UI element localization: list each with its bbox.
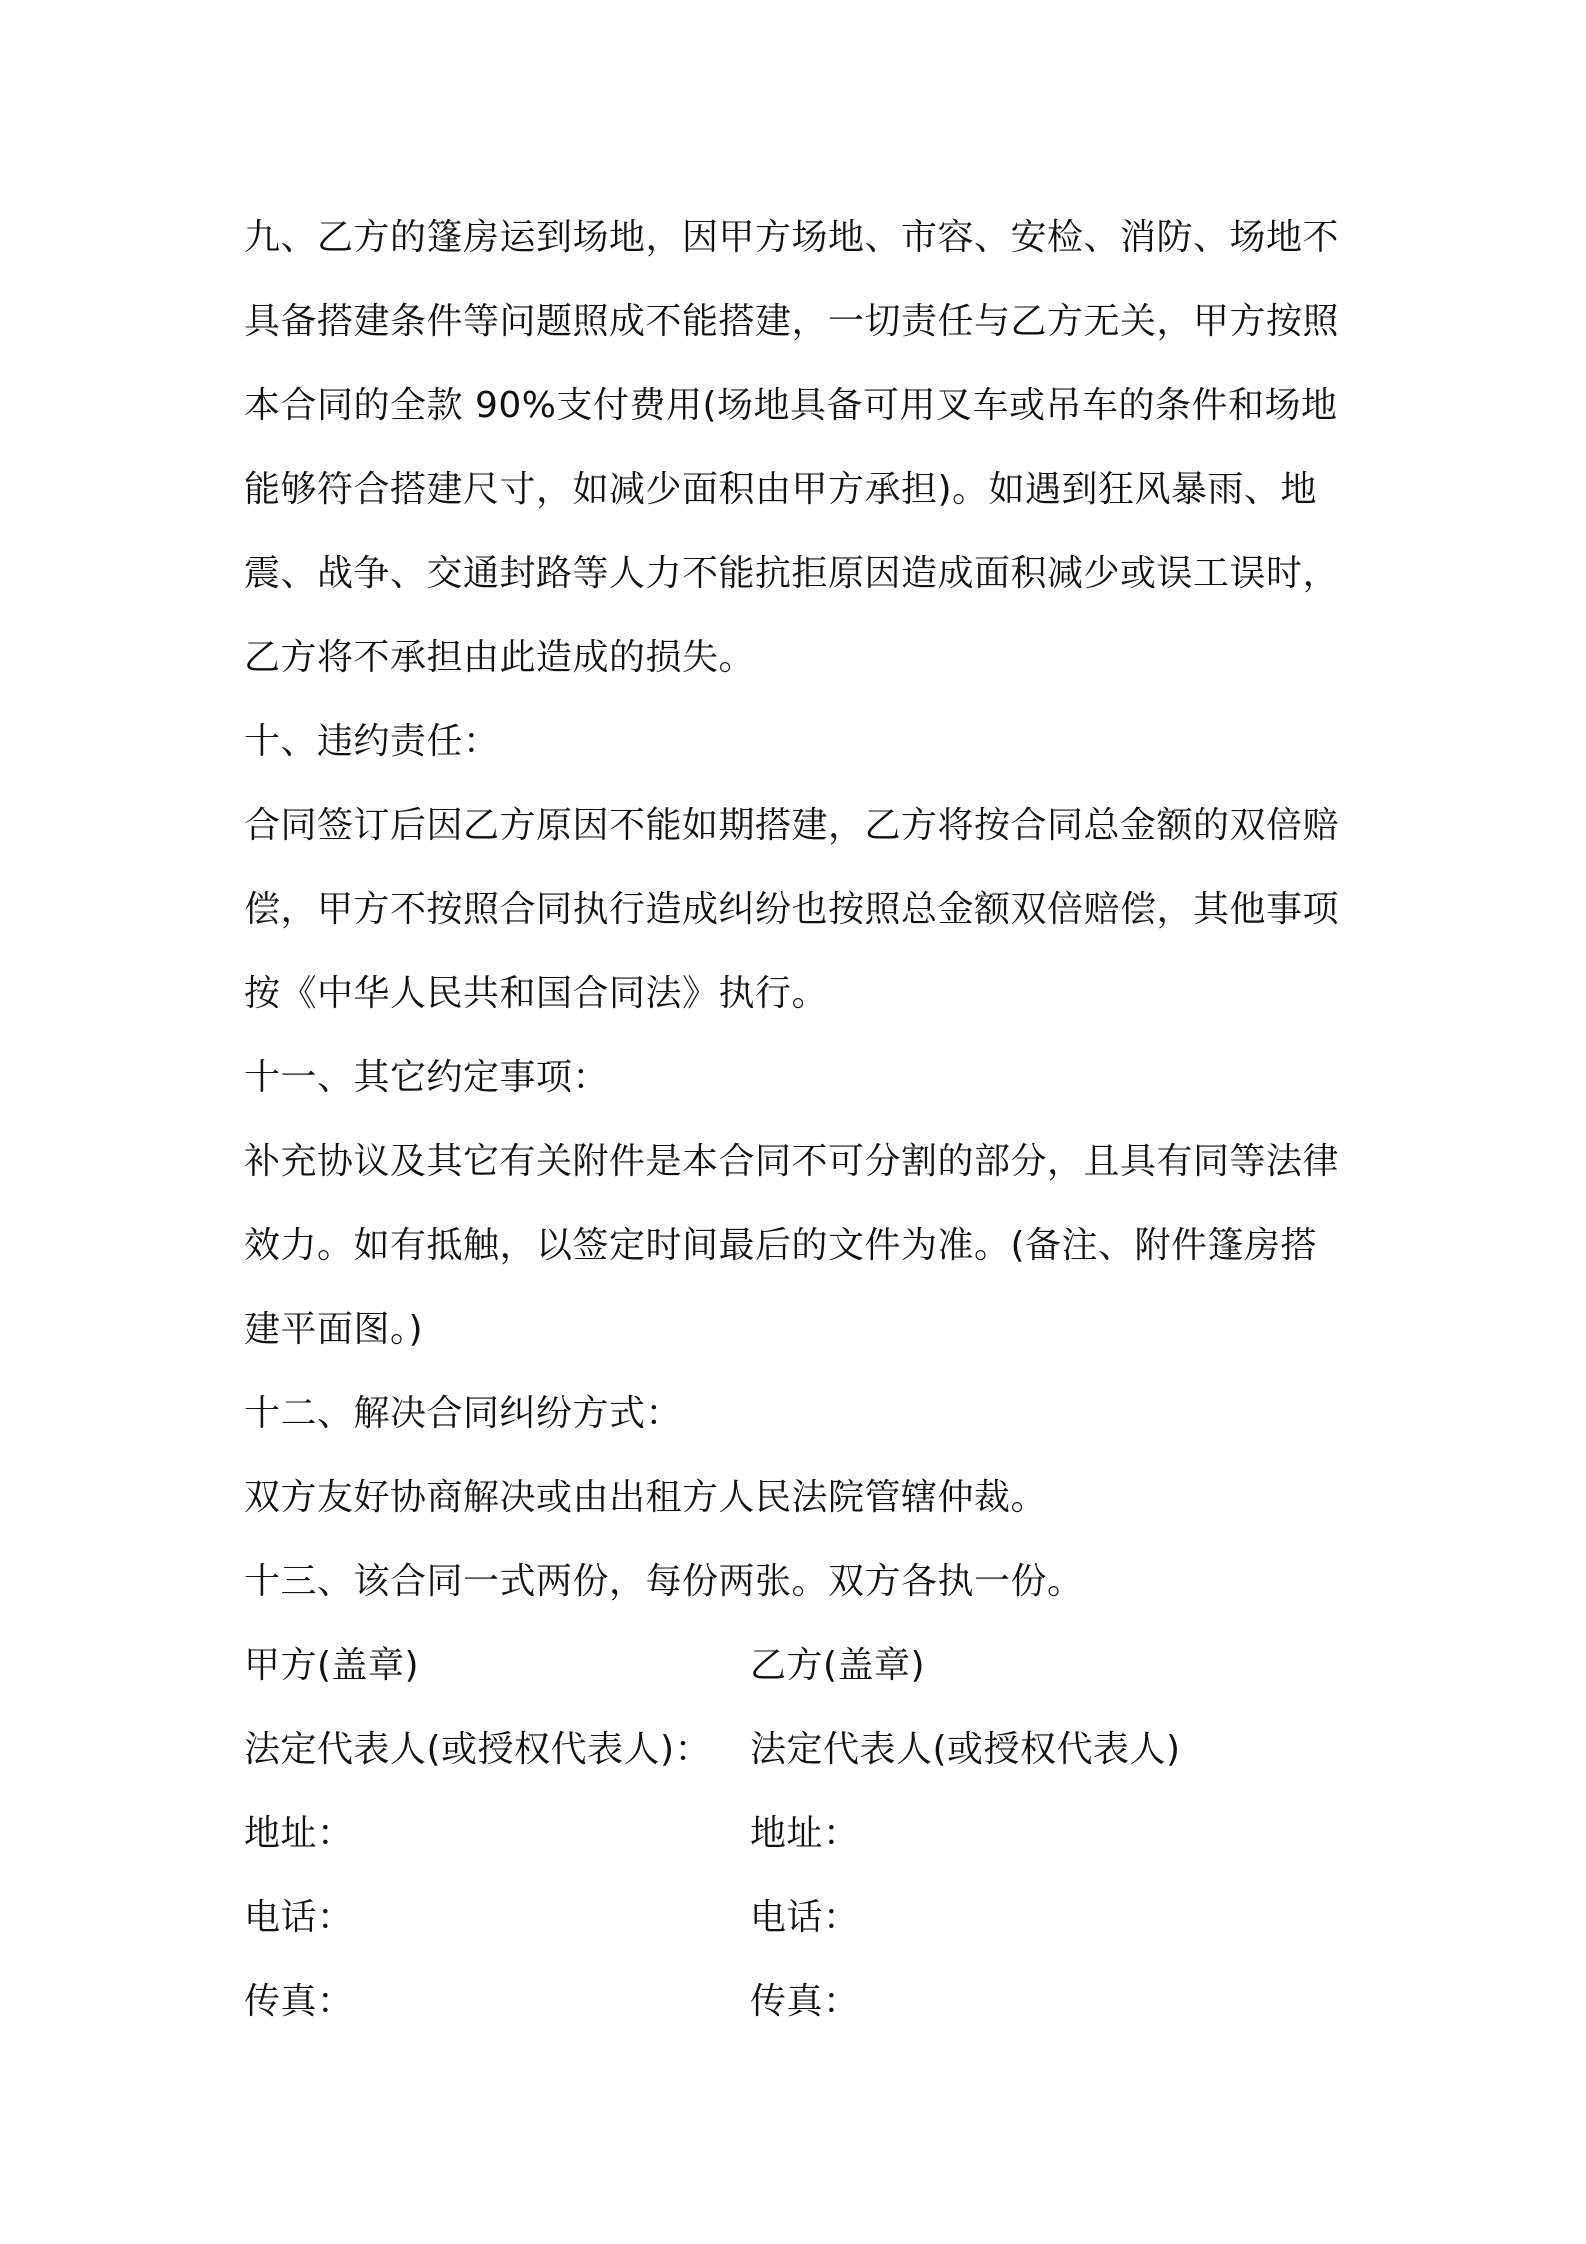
clause-12 bbox=[244, 1372, 1354, 1540]
party-a-address-label: 地址： bbox=[244, 1813, 354, 1854]
paragraph-line: 能够符合搭建尺寸，如减少面积由甲方承担)。如遇到狂风暴雨、地 bbox=[244, 469, 1318, 510]
signature-row-seal bbox=[244, 1624, 1354, 1708]
party-a-fax-label: 传真： bbox=[244, 1981, 354, 2022]
clause-heading: 十一、其它约定事项： bbox=[244, 1057, 610, 1098]
signature-row-phone bbox=[244, 1876, 1354, 1960]
party-b-address-label: 地址： bbox=[750, 1813, 860, 1854]
paragraph-line: 九、乙方的篷房运到场地，因甲方场地、市容、安检、消防、场地不 bbox=[244, 217, 1340, 258]
paragraph-line: 合同签订后因乙方原因不能如期搭建，乙方将按合同总金额的双倍赔 bbox=[244, 805, 1340, 846]
clause-13 bbox=[244, 1540, 1354, 1624]
signature-row-address bbox=[244, 1792, 1354, 1876]
clause-10 bbox=[244, 700, 1354, 1036]
party-a-seal-label: 甲方(盖章) bbox=[244, 1645, 420, 1686]
paragraph-line: 效力。如有抵触，以签定时间最后的文件为准。(备注、附件篷房搭 bbox=[244, 1225, 1318, 1266]
party-b-seal-label: 乙方(盖章) bbox=[750, 1645, 926, 1686]
party-a-phone-label: 电话： bbox=[244, 1897, 354, 1938]
paragraph-line: 建平面图。) bbox=[244, 1309, 424, 1350]
party-b-representative-label: 法定代表人(或授权代表人) bbox=[750, 1729, 1181, 1770]
paragraph-line: 震、战争、交通封路等人力不能抗拒原因造成面积减少或误工误时， bbox=[244, 553, 1340, 594]
paragraph-line: 具备搭建条件等问题照成不能搭建，一切责任与乙方无关，甲方按照 bbox=[244, 301, 1340, 342]
paragraph-line: 补充协议及其它有关附件是本合同不可分割的部分，且具有同等法律 bbox=[244, 1141, 1340, 1182]
clause-11 bbox=[244, 1036, 1354, 1372]
signature-block bbox=[244, 1624, 1354, 2044]
party-a-representative-label: 法定代表人(或授权代表人)： bbox=[244, 1729, 712, 1770]
clause-9 bbox=[244, 196, 1354, 700]
contract-page bbox=[244, 196, 1354, 2044]
party-b-phone-label: 电话： bbox=[750, 1897, 860, 1938]
party-b-fax-label: 传真： bbox=[750, 1981, 860, 2022]
signature-row-representative bbox=[244, 1708, 1354, 1792]
paragraph-line: 双方友好协商解决或由出租方人民法院管辖仲裁。 bbox=[244, 1477, 1048, 1518]
paragraph-line: 按《中华人民共和国合同法》执行。 bbox=[244, 973, 829, 1014]
signature-row-fax bbox=[244, 1960, 1354, 2044]
clause-heading: 十二、解决合同纠纷方式： bbox=[244, 1393, 683, 1434]
paragraph-line: 本合同的全款 90%支付费用(场地具备可用叉车或吊车的条件和场地 bbox=[244, 385, 1338, 426]
paragraph-line: 乙方将不承担由此造成的损失。 bbox=[244, 637, 756, 678]
clause-text: 十三、该合同一式两份，每份两张。双方各执一份。 bbox=[244, 1561, 1084, 1602]
clause-heading: 十、违约责任： bbox=[244, 721, 500, 762]
paragraph-line: 偿，甲方不按照合同执行造成纠纷也按照总金额双倍赔偿，其他事项 bbox=[244, 889, 1340, 930]
